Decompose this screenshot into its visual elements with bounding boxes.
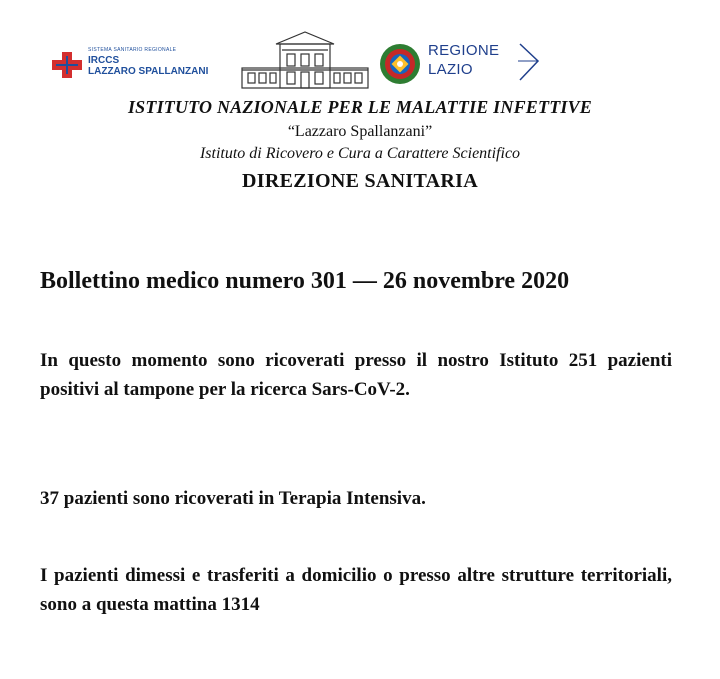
- bulletin-paragraph: 37 pazienti sono ricoverati in Terapia Intensiva.: [40, 488, 426, 509]
- cross-icon: [52, 52, 82, 78]
- institute-subtitle: “Lazzaro Spallanzani”: [287, 123, 433, 140]
- bulletin-paragraph: In questo momento sono ricoverati presso il nostro Istituto 251 pazienti positivi al tampone per la ricerca Sars-CoV-2.: [40, 350, 672, 400]
- region-line1: REGIONE: [428, 42, 500, 59]
- irccs-logo: [52, 44, 242, 84]
- building-icon: [240, 30, 370, 90]
- institute-name: ISTITUTO NAZIONALE PER LE MALATTIE INFETTIVE: [127, 97, 593, 117]
- region-line2: LAZIO: [428, 61, 473, 78]
- region-emblem-icon: [378, 42, 422, 86]
- irccs-system-label: SISTEMA SANITARIO REGIONALE: [88, 47, 177, 53]
- regione-lazio-logo: [378, 42, 500, 91]
- logo-bar: [0, 30, 720, 90]
- bulletin-paragraph: I pazienti dimessi e trasferiti a domicilio o presso altre strutture territoriali, sono a questa mattina 1314: [40, 565, 672, 615]
- region-arrow-icon: [518, 42, 542, 82]
- bulletin-title: Bollettino medico numero 301 — 26 novembre 2020: [40, 268, 570, 294]
- department-heading: DIREZIONE SANITARIA: [242, 170, 478, 192]
- institute-description: Istituto di Ricovero e Cura a Carattere Scientifico: [199, 145, 521, 162]
- irccs-line2: LAZZARO SPALLANZANI: [88, 66, 209, 77]
- irccs-line1: IRCCS: [88, 55, 120, 66]
